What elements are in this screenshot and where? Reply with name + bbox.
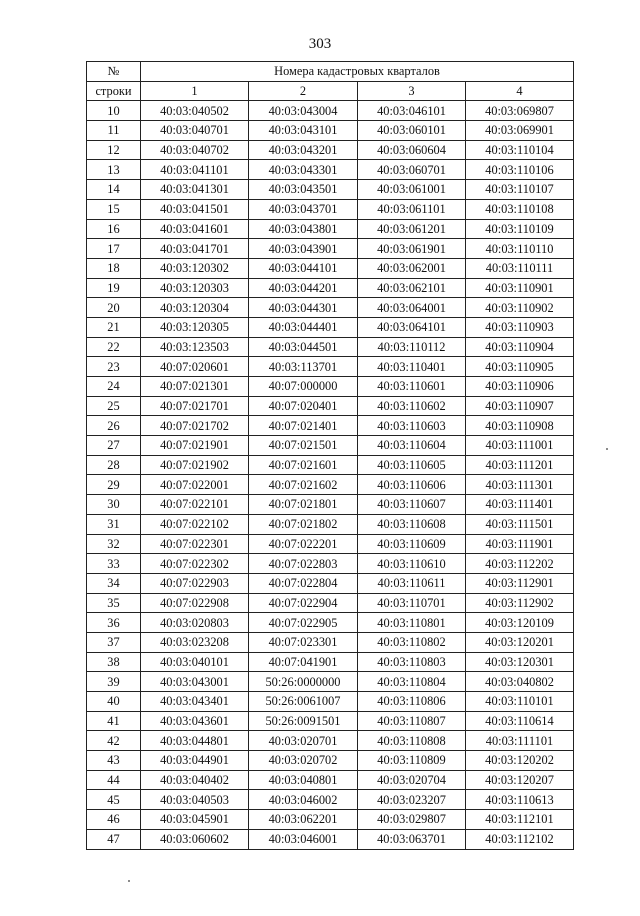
cadastral-quarters-table <box>86 61 574 850</box>
cadastral-number-cell: 40:03:064101 <box>358 317 466 337</box>
row-number-cell: 21 <box>87 317 141 337</box>
row-number-cell: 18 <box>87 258 141 278</box>
cadastral-number-cell: 40:03:110107 <box>466 180 574 200</box>
row-number-cell: 32 <box>87 534 141 554</box>
cadastral-number-cell: 50:26:0091501 <box>249 711 358 731</box>
cadastral-number-cell: 40:03:061101 <box>358 199 466 219</box>
cadastral-number-cell: 40:03:110401 <box>358 357 466 377</box>
table-row <box>87 121 574 141</box>
cadastral-number-cell: 40:07:021801 <box>249 495 358 515</box>
row-number-cell: 27 <box>87 436 141 456</box>
table-row <box>87 455 574 475</box>
cadastral-number-cell: 40:03:040701 <box>141 121 249 141</box>
table-row <box>87 573 574 593</box>
table-body <box>87 101 574 849</box>
row-number-cell: 20 <box>87 298 141 318</box>
cadastral-number-cell: 40:03:120201 <box>466 632 574 652</box>
row-number-cell: 25 <box>87 396 141 416</box>
cadastral-number-cell: 40:03:110907 <box>466 396 574 416</box>
cadastral-number-cell: 40:07:022101 <box>141 495 249 515</box>
table-row <box>87 180 574 200</box>
table-row <box>87 337 574 357</box>
table-row <box>87 475 574 495</box>
cadastral-number-cell: 40:03:120202 <box>466 751 574 771</box>
row-number-cell: 29 <box>87 475 141 495</box>
cadastral-number-cell: 40:03:043001 <box>141 672 249 692</box>
cadastral-number-cell: 40:03:044101 <box>249 258 358 278</box>
table-row <box>87 495 574 515</box>
row-number-cell: 19 <box>87 278 141 298</box>
cadastral-number-cell: 40:03:120305 <box>141 317 249 337</box>
table-row <box>87 377 574 397</box>
cadastral-number-cell: 40:07:021802 <box>249 514 358 534</box>
cadastral-number-cell: 40:07:021601 <box>249 455 358 475</box>
table-row <box>87 258 574 278</box>
cadastral-number-cell: 40:07:020601 <box>141 357 249 377</box>
row-number-header-bottom: строки <box>87 81 141 101</box>
cadastral-number-cell: 40:03:120304 <box>141 298 249 318</box>
group-title-header: Номера кадастровых кварталов <box>141 62 574 82</box>
cadastral-number-cell: 40:03:069901 <box>466 121 574 141</box>
cadastral-number-cell: 40:03:060604 <box>358 140 466 160</box>
cadastral-number-cell: 40:03:020702 <box>249 751 358 771</box>
cadastral-number-cell: 40:03:040802 <box>466 672 574 692</box>
cadastral-number-cell: 40:03:045901 <box>141 810 249 830</box>
cadastral-number-cell: 40:07:021902 <box>141 455 249 475</box>
row-number-cell: 39 <box>87 672 141 692</box>
table-row <box>87 396 574 416</box>
cadastral-number-cell: 40:03:046101 <box>358 101 466 121</box>
cadastral-number-cell: 40:03:111301 <box>466 475 574 495</box>
cadastral-number-cell: 40:07:022001 <box>141 475 249 495</box>
cadastral-number-cell: 40:03:040101 <box>141 652 249 672</box>
table-row <box>87 810 574 830</box>
cadastral-number-cell: 40:03:110701 <box>358 593 466 613</box>
cadastral-number-cell: 40:03:040402 <box>141 770 249 790</box>
table-row <box>87 534 574 554</box>
row-number-cell: 33 <box>87 554 141 574</box>
table-row <box>87 613 574 633</box>
cadastral-number-cell: 40:03:110614 <box>466 711 574 731</box>
table-row <box>87 652 574 672</box>
cadastral-number-cell: 40:03:064001 <box>358 298 466 318</box>
cadastral-number-cell: 40:03:060701 <box>358 160 466 180</box>
cadastral-number-cell: 40:03:043601 <box>141 711 249 731</box>
cadastral-number-cell: 40:03:110601 <box>358 377 466 397</box>
cadastral-number-cell: 40:03:020803 <box>141 613 249 633</box>
table-row <box>87 278 574 298</box>
cadastral-number-cell: 40:03:110606 <box>358 475 466 495</box>
cadastral-number-cell: 40:03:120302 <box>141 258 249 278</box>
cadastral-number-cell: 40:03:110902 <box>466 298 574 318</box>
cadastral-number-cell: 40:07:021501 <box>249 436 358 456</box>
cadastral-number-cell: 40:03:112101 <box>466 810 574 830</box>
cadastral-number-cell: 40:03:111501 <box>466 514 574 534</box>
cadastral-number-cell: 40:03:110602 <box>358 396 466 416</box>
cadastral-number-cell: 40:03:110603 <box>358 416 466 436</box>
cadastral-number-cell: 40:03:041501 <box>141 199 249 219</box>
cadastral-number-cell: 40:03:043401 <box>141 692 249 712</box>
cadastral-number-cell: 40:03:110109 <box>466 219 574 239</box>
table-row <box>87 692 574 712</box>
cadastral-number-cell: 40:07:022201 <box>249 534 358 554</box>
cadastral-number-cell: 40:03:111101 <box>466 731 574 751</box>
cadastral-number-cell: 40:07:022904 <box>249 593 358 613</box>
table-row <box>87 317 574 337</box>
table-row <box>87 751 574 771</box>
cadastral-number-cell: 40:03:110807 <box>358 711 466 731</box>
cadastral-number-cell: 40:03:111001 <box>466 436 574 456</box>
cadastral-number-cell: 40:03:062201 <box>249 810 358 830</box>
cadastral-number-cell: 40:07:022903 <box>141 573 249 593</box>
cadastral-number-cell: 40:03:060602 <box>141 829 249 849</box>
cadastral-number-cell: 40:03:110110 <box>466 239 574 259</box>
cadastral-number-cell: 40:03:110611 <box>358 573 466 593</box>
cadastral-number-cell: 40:03:112102 <box>466 829 574 849</box>
row-number-cell: 12 <box>87 140 141 160</box>
row-number-cell: 37 <box>87 632 141 652</box>
cadastral-number-cell: 40:03:069807 <box>466 101 574 121</box>
row-number-header-top: № <box>87 62 141 82</box>
cadastral-number-cell: 40:03:110608 <box>358 514 466 534</box>
row-number-cell: 34 <box>87 573 141 593</box>
cadastral-number-cell: 40:03:029807 <box>358 810 466 830</box>
cadastral-number-cell: 40:03:110809 <box>358 751 466 771</box>
row-number-cell: 40 <box>87 692 141 712</box>
column-header-2: 2 <box>249 81 358 101</box>
cadastral-number-cell: 40:03:111201 <box>466 455 574 475</box>
cadastral-number-cell: 40:03:120303 <box>141 278 249 298</box>
cadastral-number-cell: 40:03:110905 <box>466 357 574 377</box>
table-row <box>87 514 574 534</box>
cadastral-number-cell: 40:03:046002 <box>249 790 358 810</box>
cadastral-number-cell: 40:03:110605 <box>358 455 466 475</box>
page-number: 303 <box>308 36 332 52</box>
cadastral-number-cell: 40:07:021702 <box>141 416 249 436</box>
cadastral-number-cell: 40:03:110106 <box>466 160 574 180</box>
table-row <box>87 140 574 160</box>
cadastral-number-cell: 40:03:110908 <box>466 416 574 436</box>
cadastral-number-cell: 40:03:110610 <box>358 554 466 574</box>
cadastral-number-cell: 40:03:043701 <box>249 199 358 219</box>
cadastral-number-cell: 40:03:112202 <box>466 554 574 574</box>
table-row <box>87 199 574 219</box>
cadastral-number-cell: 40:03:120109 <box>466 613 574 633</box>
row-number-cell: 16 <box>87 219 141 239</box>
cadastral-number-cell: 40:03:110903 <box>466 317 574 337</box>
cadastral-number-cell: 40:03:120301 <box>466 652 574 672</box>
cadastral-number-cell: 40:07:020401 <box>249 396 358 416</box>
row-number-cell: 15 <box>87 199 141 219</box>
table-row <box>87 711 574 731</box>
cadastral-number-cell: 40:07:022302 <box>141 554 249 574</box>
cadastral-number-cell: 40:03:110904 <box>466 337 574 357</box>
cadastral-number-cell: 40:03:043901 <box>249 239 358 259</box>
cadastral-number-cell: 40:03:046001 <box>249 829 358 849</box>
cadastral-number-cell: 40:03:110613 <box>466 790 574 810</box>
table-row <box>87 731 574 751</box>
cadastral-number-cell: 40:03:110609 <box>358 534 466 554</box>
cadastral-number-cell: 40:03:041101 <box>141 160 249 180</box>
row-number-cell: 42 <box>87 731 141 751</box>
cadastral-number-cell: 40:03:020704 <box>358 770 466 790</box>
table-row <box>87 298 574 318</box>
column-header-3: 3 <box>358 81 466 101</box>
cadastral-number-cell: 40:07:021602 <box>249 475 358 495</box>
cadastral-number-cell: 40:07:041901 <box>249 652 358 672</box>
cadastral-number-cell: 40:03:123503 <box>141 337 249 357</box>
cadastral-number-cell: 40:03:044501 <box>249 337 358 357</box>
row-number-cell: 43 <box>87 751 141 771</box>
cadastral-number-cell: 40:03:020701 <box>249 731 358 751</box>
cadastral-number-cell: 40:03:110806 <box>358 692 466 712</box>
cadastral-number-cell: 40:03:110111 <box>466 258 574 278</box>
cadastral-number-cell: 40:03:110604 <box>358 436 466 456</box>
table-row <box>87 160 574 180</box>
row-number-cell: 46 <box>87 810 141 830</box>
cadastral-number-cell: 40:03:044201 <box>249 278 358 298</box>
cadastral-number-cell: 40:07:022301 <box>141 534 249 554</box>
table-row <box>87 770 574 790</box>
cadastral-number-cell: 40:03:060101 <box>358 121 466 141</box>
row-number-cell: 35 <box>87 593 141 613</box>
cadastral-number-cell: 40:03:040502 <box>141 101 249 121</box>
cadastral-number-cell: 40:03:110607 <box>358 495 466 515</box>
cadastral-number-cell: 40:03:110906 <box>466 377 574 397</box>
cadastral-number-cell: 40:03:112902 <box>466 593 574 613</box>
cadastral-number-cell: 40:03:041601 <box>141 219 249 239</box>
cadastral-number-cell: 40:03:043801 <box>249 219 358 239</box>
table-header <box>87 62 574 101</box>
row-number-cell: 22 <box>87 337 141 357</box>
row-number-cell: 17 <box>87 239 141 259</box>
cadastral-number-cell: 40:03:111401 <box>466 495 574 515</box>
cadastral-number-cell: 40:03:110801 <box>358 613 466 633</box>
row-number-cell: 23 <box>87 357 141 377</box>
cadastral-number-cell: 40:03:023208 <box>141 632 249 652</box>
row-number-cell: 13 <box>87 160 141 180</box>
table-row <box>87 436 574 456</box>
cadastral-number-cell: 40:07:023301 <box>249 632 358 652</box>
cadastral-number-cell: 40:03:062001 <box>358 258 466 278</box>
table-row <box>87 219 574 239</box>
cadastral-number-cell: 40:03:120207 <box>466 770 574 790</box>
row-number-cell: 47 <box>87 829 141 849</box>
cadastral-number-cell: 40:03:044801 <box>141 731 249 751</box>
table-row <box>87 101 574 121</box>
row-number-cell: 24 <box>87 377 141 397</box>
cadastral-number-cell: 40:03:110108 <box>466 199 574 219</box>
cadastral-number-cell: 40:03:112901 <box>466 573 574 593</box>
cadastral-number-cell: 40:03:044901 <box>141 751 249 771</box>
table-row <box>87 829 574 849</box>
cadastral-number-cell: 40:03:063701 <box>358 829 466 849</box>
cadastral-number-cell: 40:03:043101 <box>249 121 358 141</box>
row-number-cell: 44 <box>87 770 141 790</box>
cadastral-number-cell: 40:03:043201 <box>249 140 358 160</box>
row-number-cell: 11 <box>87 121 141 141</box>
row-number-cell: 31 <box>87 514 141 534</box>
cadastral-number-cell: 40:03:110112 <box>358 337 466 357</box>
column-header-4: 4 <box>466 81 574 101</box>
cadastral-number-cell: 50:26:0000000 <box>249 672 358 692</box>
cadastral-number-cell: 40:07:022908 <box>141 593 249 613</box>
cadastral-number-cell: 40:03:110803 <box>358 652 466 672</box>
cadastral-number-cell: 40:07:022803 <box>249 554 358 574</box>
cadastral-number-cell: 40:03:113701 <box>249 357 358 377</box>
cadastral-number-cell: 40:03:110804 <box>358 672 466 692</box>
cadastral-number-cell: 40:03:061201 <box>358 219 466 239</box>
scan-speck <box>128 880 130 882</box>
cadastral-number-cell: 40:07:022905 <box>249 613 358 633</box>
row-number-cell: 10 <box>87 101 141 121</box>
cadastral-number-cell: 40:07:021401 <box>249 416 358 436</box>
cadastral-number-cell: 40:03:061901 <box>358 239 466 259</box>
cadastral-number-cell: 40:03:111901 <box>466 534 574 554</box>
row-number-cell: 41 <box>87 711 141 731</box>
cadastral-number-cell: 40:03:040503 <box>141 790 249 810</box>
cadastral-number-cell: 40:03:110901 <box>466 278 574 298</box>
cadastral-number-cell: 40:03:110808 <box>358 731 466 751</box>
cadastral-number-cell: 40:07:021901 <box>141 436 249 456</box>
cadastral-number-cell: 40:03:061001 <box>358 180 466 200</box>
row-number-cell: 38 <box>87 652 141 672</box>
cadastral-number-cell: 40:07:022102 <box>141 514 249 534</box>
cadastral-number-cell: 40:03:110101 <box>466 692 574 712</box>
table-row <box>87 554 574 574</box>
cadastral-number-cell: 40:03:062101 <box>358 278 466 298</box>
column-header-1: 1 <box>141 81 249 101</box>
cadastral-number-cell: 40:03:043301 <box>249 160 358 180</box>
cadastral-number-cell: 40:03:044401 <box>249 317 358 337</box>
table-row <box>87 790 574 810</box>
table-row <box>87 357 574 377</box>
table-row <box>87 416 574 436</box>
cadastral-number-cell: 40:03:040801 <box>249 770 358 790</box>
table-row <box>87 239 574 259</box>
cadastral-number-cell: 40:07:021701 <box>141 396 249 416</box>
row-number-cell: 26 <box>87 416 141 436</box>
scan-speck <box>606 448 608 450</box>
row-number-cell: 14 <box>87 180 141 200</box>
cadastral-number-cell: 40:03:041701 <box>141 239 249 259</box>
row-number-cell: 30 <box>87 495 141 515</box>
cadastral-number-cell: 40:07:022804 <box>249 573 358 593</box>
cadastral-number-cell: 40:03:044301 <box>249 298 358 318</box>
cadastral-number-cell: 40:07:000000 <box>249 377 358 397</box>
cadastral-number-cell: 40:03:043501 <box>249 180 358 200</box>
cadastral-number-cell: 40:03:110802 <box>358 632 466 652</box>
row-number-cell: 45 <box>87 790 141 810</box>
cadastral-number-cell: 40:03:043004 <box>249 101 358 121</box>
table-row <box>87 593 574 613</box>
row-number-cell: 36 <box>87 613 141 633</box>
cadastral-number-cell: 40:03:023207 <box>358 790 466 810</box>
cadastral-number-cell: 40:03:110104 <box>466 140 574 160</box>
cadastral-number-cell: 40:07:021301 <box>141 377 249 397</box>
table-row <box>87 632 574 652</box>
cadastral-number-cell: 40:03:041301 <box>141 180 249 200</box>
cadastral-number-cell: 50:26:0061007 <box>249 692 358 712</box>
row-number-cell: 28 <box>87 455 141 475</box>
table-row <box>87 672 574 692</box>
cadastral-number-cell: 40:03:040702 <box>141 140 249 160</box>
